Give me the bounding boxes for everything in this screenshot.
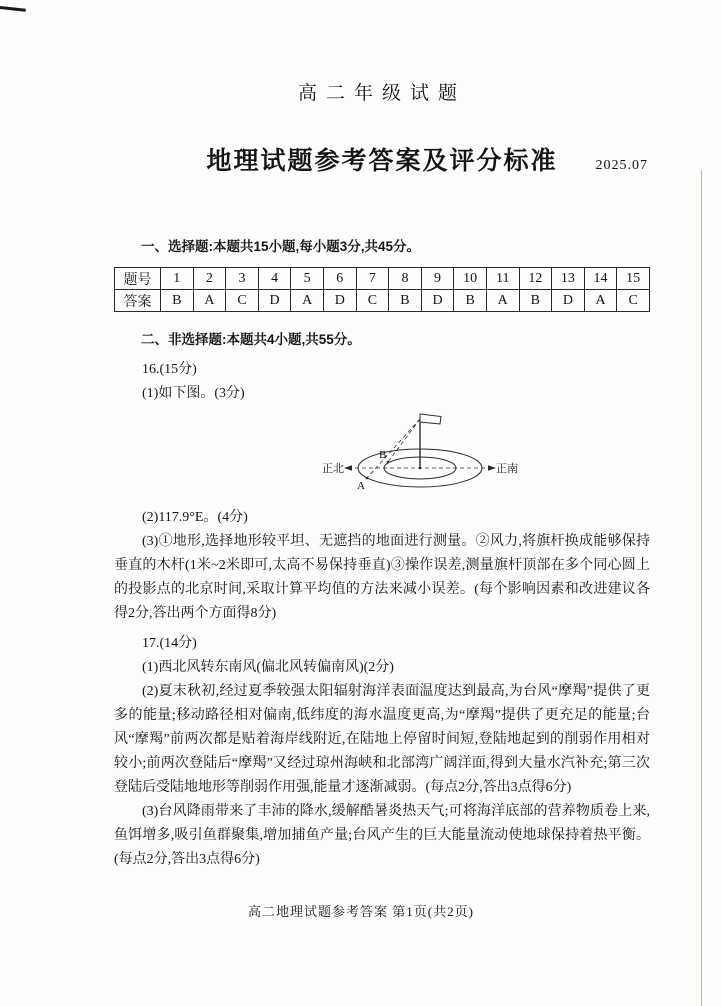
point-a-dot (366, 477, 369, 480)
south-arrowhead-icon (488, 465, 496, 471)
south-label: 正南 (496, 463, 518, 475)
answer-cell: B (454, 290, 487, 312)
question-number-row (115, 268, 650, 290)
answer-cell: D (421, 290, 454, 312)
question-number-cell: 6 (323, 268, 356, 290)
answer-cell: B (161, 290, 194, 312)
point-a-label: A (357, 480, 365, 492)
north-arrowhead-icon (344, 465, 352, 471)
row-label-answer: 答案 (115, 290, 161, 312)
question-number-cell: 1 (161, 268, 194, 290)
question-number-cell: 11 (486, 268, 519, 290)
row-label-question: 题号 (115, 268, 161, 290)
question-number-cell: 13 (552, 268, 585, 290)
answer-cell: A (486, 290, 519, 312)
main-title: 地理试题参考答案及评分标准 (206, 148, 558, 175)
flagpole-shadow-diagram (320, 410, 520, 504)
flag-icon (420, 414, 441, 424)
shadow-line-b (388, 419, 420, 462)
question-number-cell: 5 (291, 268, 324, 290)
q16-item-3: (3)①地形,选择地形较平坦、无遮挡的地面进行测量。②风力,将旗杆换成能够保持垂直的木杆(1米~2米即可,太高不易保持垂直)③操作误差,测量旗杆顶部在多个同心圆上的投影点的北京时间,采取计算平均值的方法来减小误差。(每个影响因素和改进建议各得2分,答出两个方面得8分) (114, 534, 650, 621)
question-number-cell: 14 (584, 268, 617, 290)
scan-artifact-right-edge (701, 170, 702, 1006)
question-number-cell: 12 (519, 268, 552, 290)
question-number-cell: 10 (454, 268, 487, 290)
answer-cell: A (291, 290, 324, 312)
q16-item-2: (2)117.9°E。(4分) (142, 510, 248, 525)
question-number-cell: 4 (258, 268, 291, 290)
answer-table (114, 267, 650, 312)
choice-section-heading: 一、选择题:本题共15小题,每小题3分,共45分。 (141, 239, 421, 254)
north-label: 正北 (322, 463, 344, 475)
q16-number: 16.(15分) (142, 362, 197, 377)
grade-title: 高二年级试题 (297, 83, 466, 104)
answer-cell: A (193, 290, 226, 312)
shadow-line-a (367, 419, 420, 478)
answer-cell: B (519, 290, 552, 312)
answer-cell: D (258, 290, 291, 312)
answer-cell: C (356, 290, 389, 312)
q17-item-1: (1)西北风转东南风(偏北风转偏南风)(2分) (142, 660, 394, 675)
q16-figure (320, 410, 650, 504)
main-title-row (114, 141, 650, 177)
page-footer: 高二地理试题参考答案 第1页(共2页) (248, 904, 474, 919)
q17-number: 17.(14分) (142, 636, 197, 651)
answer-cell: D (552, 290, 585, 312)
question-number-cell: 7 (356, 268, 389, 290)
answer-row (115, 290, 650, 312)
question-number-cell: 2 (193, 268, 226, 290)
question-number-cell: 3 (226, 268, 259, 290)
answer-cell: A (584, 290, 617, 312)
q17-item-2: (2)夏末秋初,经过夏季较强太阳辐射海洋表面温度达到最高,为台风“摩羯”提供了更多的能量;移动路径相对偏南,低纬度的海水温度更高,为“摩羯”提供了更充足的能量;台风“摩羯”前两次都是贴着海岸线附近,在陆地上停留时间短,登陆地起到的削弱作用相对较小;前两次登陆后“摩羯”又经过琼州海峡和北部湾广阔洋面,得到大量水汽补充;第三次登陆后受陆地地形等削弱作用强,能量才逐渐减弱。(每点2分,答出3点得6分) (114, 684, 650, 795)
answer-cell: B (389, 290, 422, 312)
question-number-cell: 15 (617, 268, 650, 290)
free-section-heading: 二、非选择题:本题共4小题,共55分。 (141, 332, 361, 347)
q16-item-1: (1)如下图。(3分) (142, 386, 245, 401)
question-number-cell: 9 (421, 268, 454, 290)
pole-base-point (419, 467, 422, 470)
answer-cell: C (226, 290, 259, 312)
answer-cell: C (617, 290, 650, 312)
exam-date: 2025.07 (595, 158, 648, 173)
point-b-dot (387, 461, 390, 464)
q17-item-3: (3)台风降雨带来了丰沛的降水,缓解酷暑炎热天气;可将海洋底部的营养物质卷上来,鱼饵增多,吸引鱼群聚集,增加捕鱼产量;台风产生的巨大能量流动使地球保持着热平衡。(每点2分,答出3点得6分) (114, 804, 650, 867)
question-number-cell: 8 (389, 268, 422, 290)
answer-cell: D (323, 290, 356, 312)
point-b-label: B (379, 449, 387, 461)
